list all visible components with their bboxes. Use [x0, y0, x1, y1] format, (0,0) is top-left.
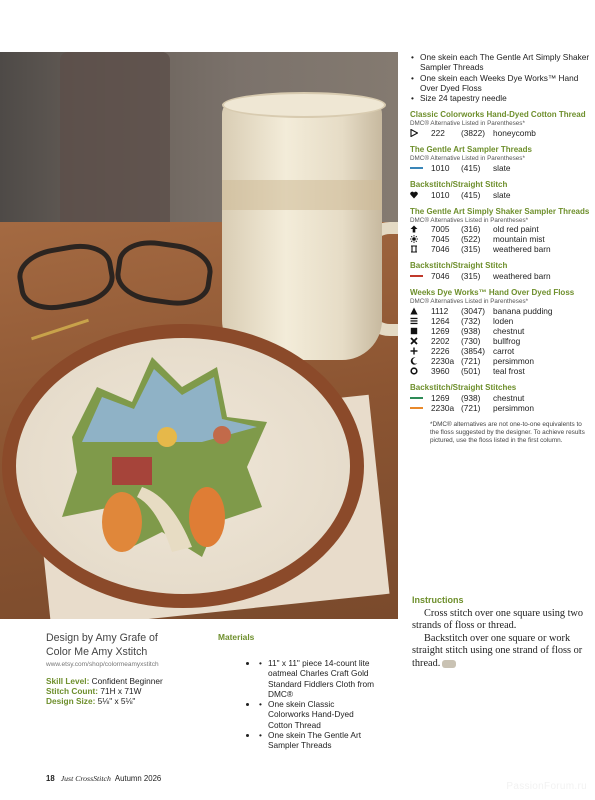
- key-row: [410, 306, 590, 316]
- key-dmc-number: (316): [461, 224, 481, 235]
- key-row: [410, 163, 590, 173]
- key-color-name: weathered barn: [493, 271, 551, 282]
- key-floss-number: 2226: [431, 345, 450, 356]
- photo-mug-rim: [222, 92, 386, 118]
- design-credit: [46, 632, 216, 706]
- arrow-up-icon: [410, 224, 424, 234]
- key-dmc-number: (3822): [461, 128, 485, 139]
- key-color-name: persimmon: [493, 355, 535, 366]
- instructions-heading: Instructions: [412, 595, 464, 605]
- supplies-item: • One skein each Weeks Dye Works™ Hand Over Dyed Floss: [410, 73, 590, 94]
- photo-mug: [222, 100, 382, 360]
- key-color-name: loden: [493, 315, 514, 326]
- materials-heading: Materials: [218, 632, 255, 642]
- photo-eyeglasses: [8, 240, 208, 310]
- photo-mug-band: [222, 180, 382, 210]
- key-color-name: banana pudding: [493, 305, 553, 316]
- key-floss-number: 1269: [431, 392, 450, 403]
- key-section-note: DMC® Alternatives Listed in Parentheses*: [410, 216, 529, 224]
- page-footer: [46, 774, 161, 783]
- photo-leaf-stitching: [42, 347, 272, 562]
- materials-list: [218, 658, 378, 751]
- key-row: [410, 346, 590, 356]
- square-icon: [410, 326, 424, 336]
- key-section: [410, 261, 590, 281]
- key-row: [410, 336, 590, 346]
- key-section-heading: Backstitch/Straight Stitch: [410, 261, 508, 271]
- key-row: [410, 128, 590, 138]
- key-dmc-number: (721): [461, 355, 481, 366]
- bracket-x-icon: [410, 244, 424, 254]
- key-color-name: teal frost: [493, 365, 525, 376]
- key-row: [410, 244, 590, 254]
- key-dmc-number: (415): [461, 189, 481, 200]
- key-floss-number: 1264: [431, 315, 450, 326]
- key-section: [410, 383, 590, 413]
- plus-icon: [410, 346, 424, 356]
- instructions-paragraph: Backstitch over one square or work straight stitch using one strand of floss or thread.: [412, 632, 583, 669]
- key-dmc-number: (415): [461, 162, 481, 173]
- key-dmc-number: (522): [461, 234, 481, 245]
- designer-url[interactable]: www.etsy.com/shop/colormeamyxstitch: [46, 661, 159, 668]
- design-specs: [46, 676, 216, 706]
- key-floss-number: 1010: [431, 162, 450, 173]
- triangle-up-icon: [410, 306, 424, 316]
- stripes-icon: [410, 316, 424, 326]
- key-floss-number: 7046: [431, 271, 450, 282]
- key-color-name: chestnut: [493, 392, 525, 403]
- backstitch-line-icon: [410, 403, 424, 413]
- sun-icon: [410, 234, 424, 244]
- key-dmc-number: (938): [461, 325, 481, 336]
- key-color-name: old red paint: [493, 224, 539, 235]
- key-section-heading: The Gentle Art Simply Shaker Sampler Threads: [410, 206, 590, 216]
- project-photo: [0, 52, 398, 619]
- key-color-name: bullfrog: [493, 335, 521, 346]
- key-section-note: DMC® Alternatives Listed in Parentheses*: [410, 298, 529, 306]
- key-floss-number: 2230a: [431, 355, 455, 366]
- x-icon: [410, 336, 424, 346]
- supplies-item: • One skein each The Gentle Art Simply Shaker Sampler Threads: [410, 52, 590, 73]
- key-color-name: carrot: [493, 345, 515, 356]
- end-mark-icon: [442, 660, 456, 668]
- key-section-note: DMC® Alternative Listed in Parentheses*: [410, 120, 525, 128]
- skill-level: Skill Level: Confident Beginner: [46, 676, 163, 686]
- materials-item: • • One skein Classic Colorworks Hand-Dyed Cotton Thread: [258, 699, 378, 730]
- key-section: [410, 180, 590, 200]
- ring-icon: [410, 366, 424, 376]
- color-key: [410, 110, 590, 412]
- key-row: [410, 316, 590, 326]
- key-floss-number: 7005: [431, 224, 450, 235]
- photo-chair: [60, 52, 170, 242]
- key-row: [410, 356, 590, 366]
- key-dmc-number: (3854): [461, 345, 485, 356]
- key-floss-number: 1112: [431, 305, 449, 316]
- backstitch-line-icon: [410, 163, 424, 173]
- issue: Autumn 2026: [114, 774, 162, 783]
- key-floss-number: 7046: [431, 244, 450, 255]
- supplies-list: [410, 52, 590, 103]
- key-section: [410, 145, 590, 173]
- materials: [218, 632, 378, 767]
- dmc-disclaimer: *DMC® alternatives are not one-to-one equivalents to the floss suggested by the designer. To achieve results pictured, use the floss listed in the first column.: [430, 420, 585, 444]
- key-floss-number: 2230a: [431, 402, 455, 413]
- instructions: [412, 594, 590, 671]
- key-column: [410, 52, 590, 445]
- page-number: 18: [46, 774, 55, 783]
- key-color-name: mountain mist: [493, 234, 545, 245]
- key-row: [410, 393, 590, 403]
- design-size: Design Size: 5⅛" x 5⅛": [46, 696, 136, 706]
- backstitch-line-icon: [410, 271, 424, 281]
- designer-name: Color Me Amy Xstitch: [46, 645, 148, 658]
- materials-item: • • 11" x 11" piece 14-count lite oatmeal Charles Craft Gold Standard Fiddlers Cloth from DMC®: [258, 658, 378, 699]
- key-floss-number: 3960: [431, 365, 450, 376]
- key-color-name: weathered barn: [493, 244, 551, 255]
- key-section: [410, 110, 590, 138]
- key-row: [410, 190, 590, 200]
- key-color-name: honeycomb: [493, 128, 536, 139]
- key-row: [410, 271, 590, 281]
- key-color-name: persimmon: [493, 402, 535, 413]
- key-dmc-number: (3047): [461, 305, 485, 316]
- key-floss-number: 7045: [431, 234, 450, 245]
- key-section-heading: Weeks Dye Works™ Hand Over Dyed Floss: [410, 288, 575, 298]
- key-floss-number: 1010: [431, 189, 450, 200]
- key-row: [410, 366, 590, 376]
- watermark: PassionForum.ru: [506, 781, 587, 792]
- key-color-name: slate: [493, 162, 511, 173]
- key-section-note: DMC® Alternative Listed in Parentheses*: [410, 155, 525, 163]
- key-section-heading: Backstitch/Straight Stitches: [410, 382, 517, 392]
- key-dmc-number: (732): [461, 315, 481, 326]
- key-floss-number: 222: [431, 128, 445, 139]
- key-row: [410, 234, 590, 244]
- key-row: [410, 326, 590, 336]
- key-section-heading: Classic Colorworks Hand-Dyed Cotton Thread: [410, 110, 586, 120]
- key-dmc-number: (501): [461, 365, 481, 376]
- key-floss-number: 1269: [431, 325, 450, 336]
- heart-icon: [410, 190, 424, 200]
- stitch-count: Stitch Count: 71H x 71W: [46, 686, 142, 696]
- backstitch-line-icon: [410, 393, 424, 403]
- supplies-item: • Size 24 tapestry needle: [410, 93, 590, 103]
- key-section-heading: The Gentle Art Sampler Threads: [410, 145, 532, 155]
- key-color-name: slate: [493, 189, 511, 200]
- magazine-name: Just CrossStitch: [60, 774, 111, 783]
- designer-line: Design by Amy Grafe of: [46, 632, 158, 644]
- key-dmc-number: (315): [461, 244, 481, 255]
- key-section-heading: Backstitch/Straight Stitch: [410, 179, 508, 189]
- key-row: [410, 403, 590, 413]
- moon-icon: [410, 356, 424, 366]
- triangle-outline-right-icon: [410, 128, 424, 138]
- key-dmc-number: (730): [461, 335, 481, 346]
- key-dmc-number: (938): [461, 392, 481, 403]
- key-section: [410, 207, 590, 255]
- key-floss-number: 2202: [431, 335, 450, 346]
- key-dmc-number: (721): [461, 402, 481, 413]
- key-row: [410, 224, 590, 234]
- materials-item: • • One skein The Gentle Art Sampler Threads: [258, 730, 378, 751]
- instructions-paragraph: Cross stitch over one square using two strands of floss or thread.: [412, 607, 584, 632]
- key-dmc-number: (315): [461, 271, 481, 282]
- key-color-name: chestnut: [493, 325, 525, 336]
- key-section: [410, 288, 590, 376]
